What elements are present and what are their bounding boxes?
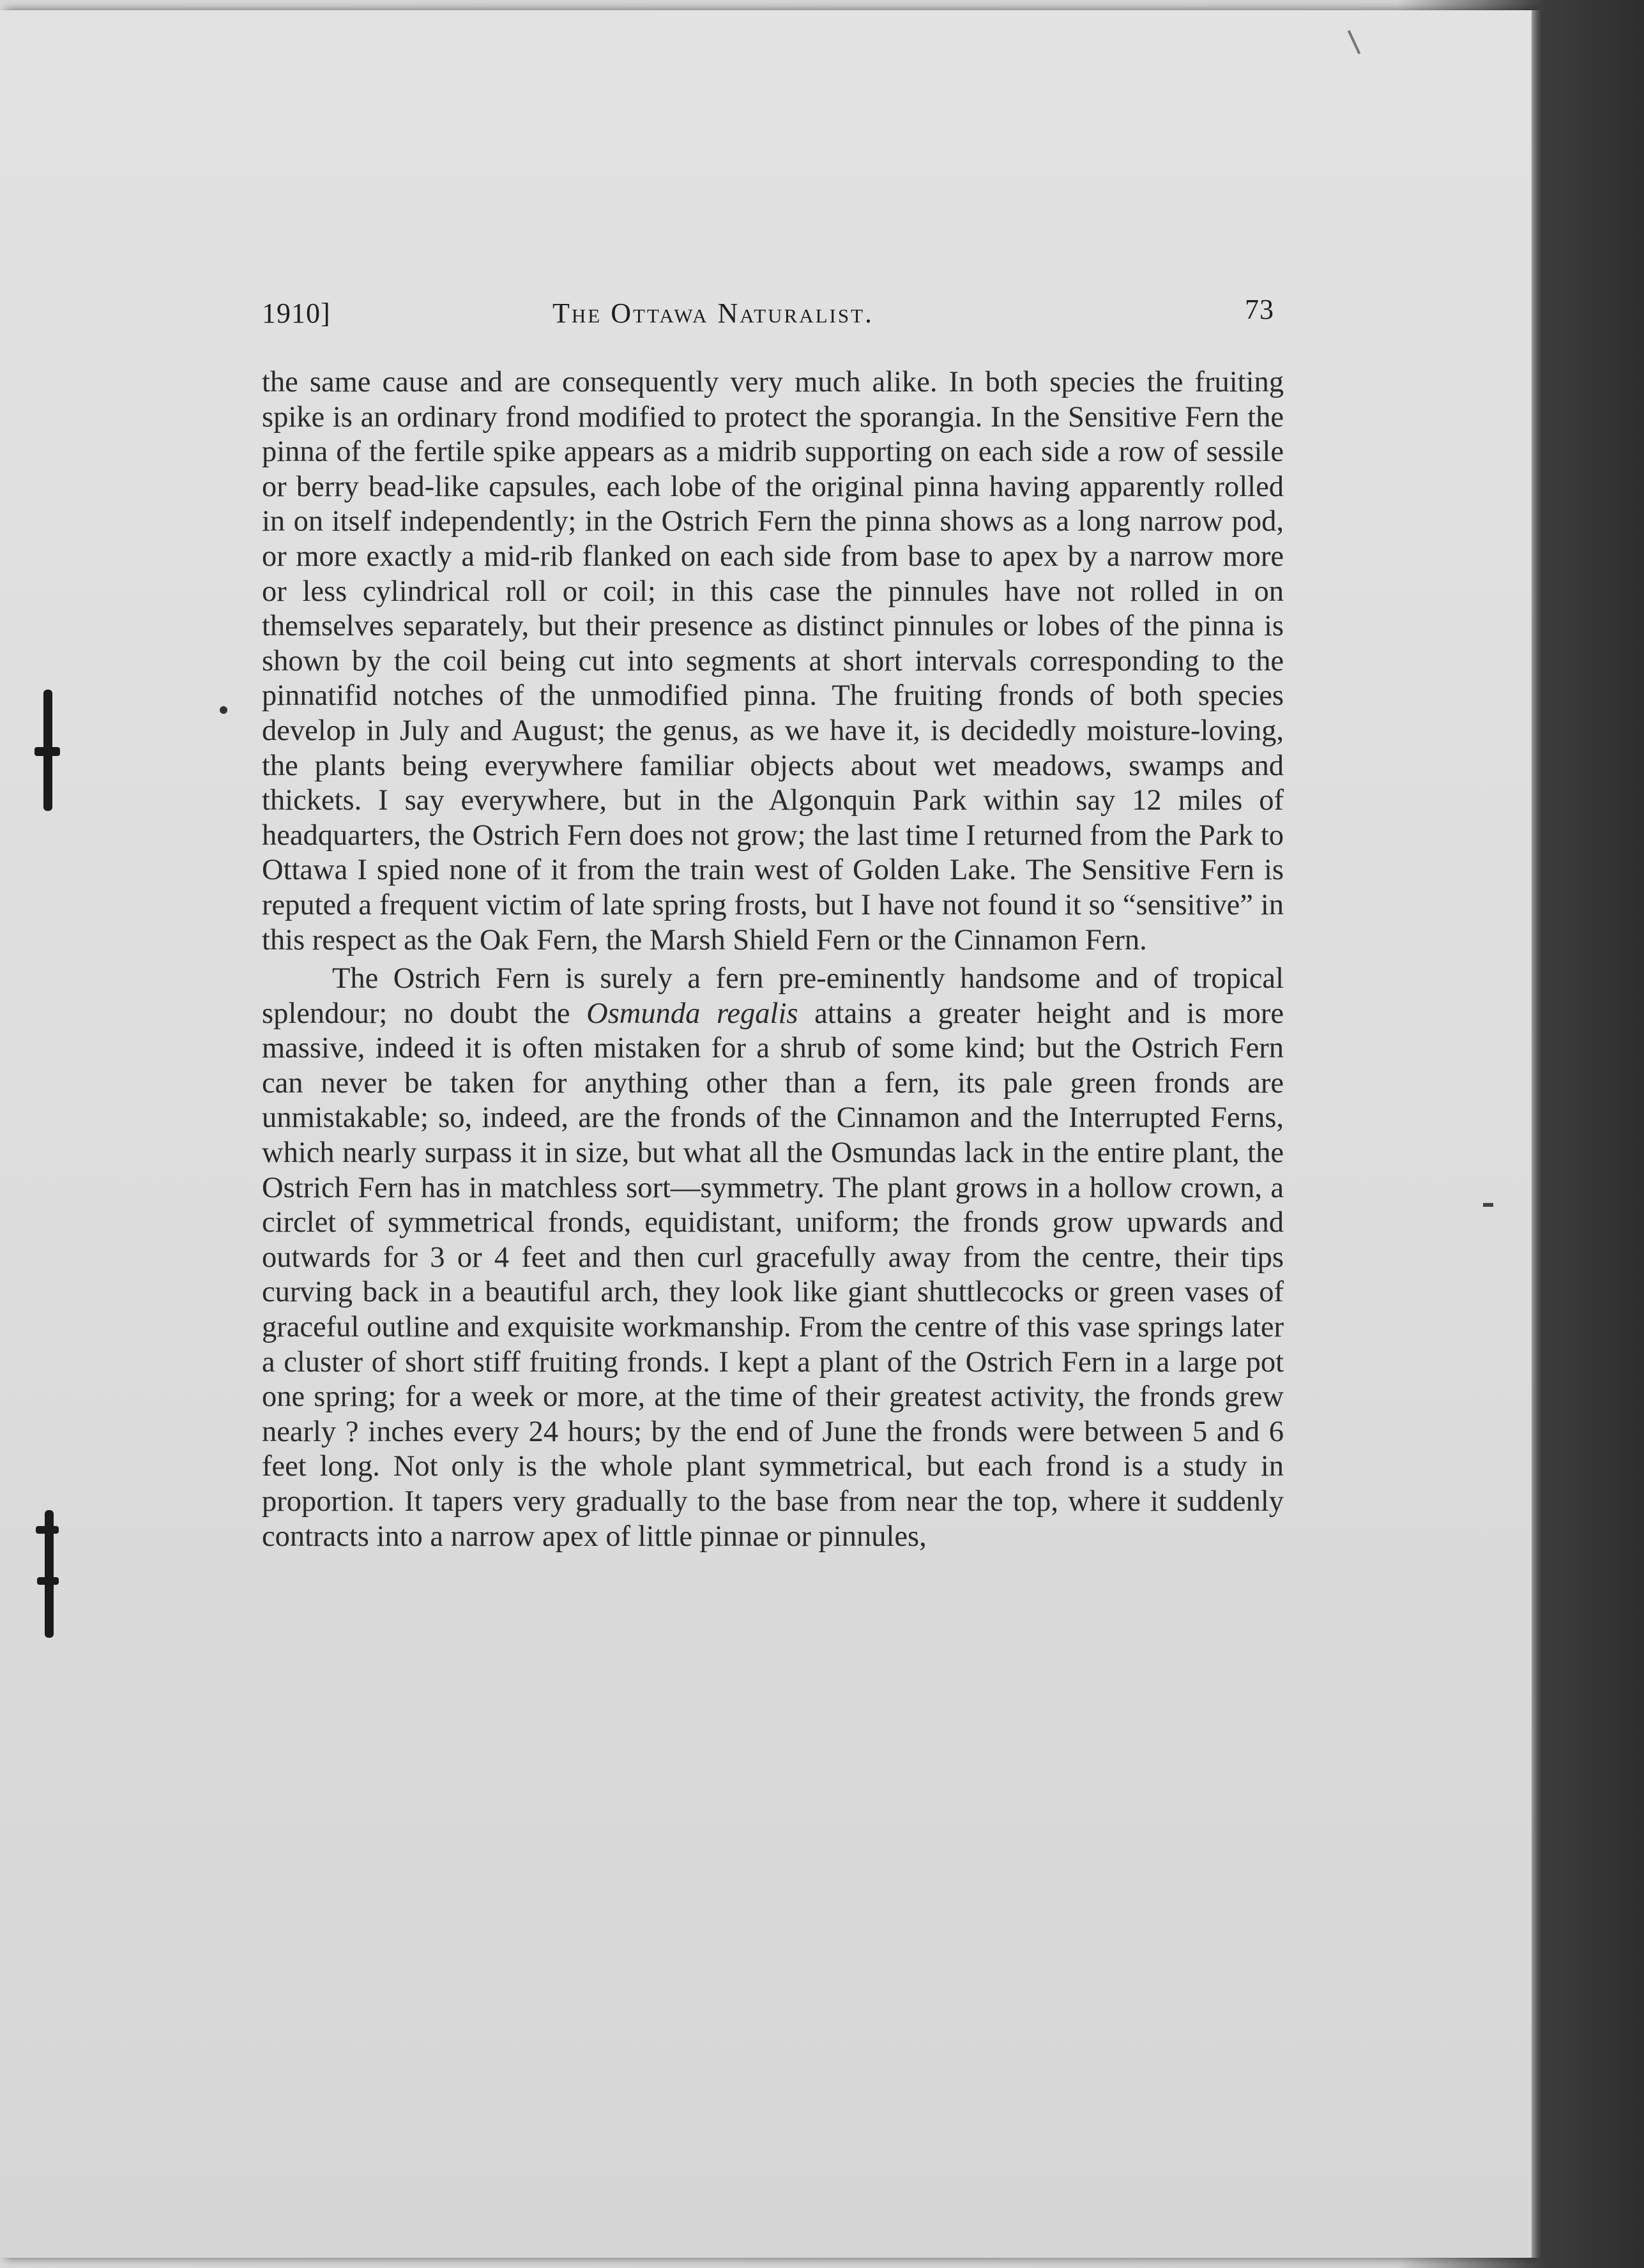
body-text — [262, 365, 1284, 1554]
margin-dash — [1483, 1203, 1493, 1207]
margin-mark-lower-tick-top — [36, 1526, 59, 1534]
running-header — [262, 291, 1274, 335]
paragraph-2-end: attains a greater height and is more massive, indeed it is often mistaken for a shrub of some kind; but the Ostrich Fern can never be taken for anything other than a fern, its pale green fronds are unmistakable; so, indeed, are the fronds of the Cinnamon and the Interrupted Ferns, which nearly surpass it in size, but what all the Osmundas lack in the entire plant, the Ostrich Fern has in matchless sort—symmetry. The plant grows in a hollow crown, a circlet of symmetrical fronds, equidistant, uniform; the fronds grow upwards and outwards for 3 or 4 feet and then curl gracefully away from the centre, their tips curving back in a beautiful arch, they look like giant shuttlecocks or green vases of graceful outline and exquisite workmanship. From the centre of this vase springs later a cluster of short stiff fruiting fronds. I kept a plant of the Ostrich Fern in a large pot one spring; for a week or more, at the time of their greatest activity, the fronds grew nearly ? inches every 24 hours; by the end of June the fronds were between 5 and 6 feet long. Not only is the whole plant symmetrical, but each frond is a study in proportion. It tapers very gradually to the base from near the top, where it suddenly contracts into a narrow apex of little pinnae or pinnules, — [262, 997, 1284, 1553]
species-name-italic: Osmunda regalis — [586, 997, 798, 1030]
header-year: 1910] — [262, 298, 331, 329]
journal-title: The Ottawa Naturalist. — [552, 298, 874, 329]
page-edge-shadow — [1532, 10, 1542, 2258]
page-number: 73 — [1245, 294, 1274, 325]
margin-mark-lower-tick-bottom — [37, 1577, 59, 1585]
margin-dot — [220, 706, 227, 714]
paragraph-2 — [262, 962, 1284, 1554]
margin-mark-upper-tick — [34, 747, 60, 756]
paragraph-2-start: The Ostrich Fern is surely a fern pre-eminently handsome and of tropical splendour; no doubt the — [262, 962, 1284, 1030]
paragraph-1: the same cause and are consequently very much alike. In both species the fruiting spike is an ordinary frond modified to protect the sporangia. In the Sensitive Fern the pinna of the fertile spike appears as a midrib supporting on each side a row of sessile or berry bead-like capsules, each lobe of the original pinna having apparently rolled in on itself independently; in the Ostrich Fern the pinna shows as a long narrow pod, or more exactly a mid-rib flanked on each side from base to apex by a narrow more or less cylindrical roll or coil; in this case the pinnules have not rolled in on themselves separately, but their presence as distinct pinnules or lobes of the pinna is shown by the coil being cut into segments at short intervals corresponding to the pinnatifid notches of the unmodified pinna. The fruiting fronds of both species develop in July and August; the genus, as we have it, is decidedly moisture-loving, the plants being everywhere familiar objects about wet meadows, swamps and thickets. I say everywhere, but in the Algonquin Park within say 12 miles of headquarters, the Ostrich Fern does not grow; the last time I returned from the Park to Ottawa I spied none of it from the train west of Golden Lake. The Sensitive Fern is reputed a frequent victim of late spring frosts, but I have not found it so “sensitive” in this respect as the Oak Fern, the Marsh Shield Fern or the Cinnamon Fern. — [262, 366, 1284, 956]
